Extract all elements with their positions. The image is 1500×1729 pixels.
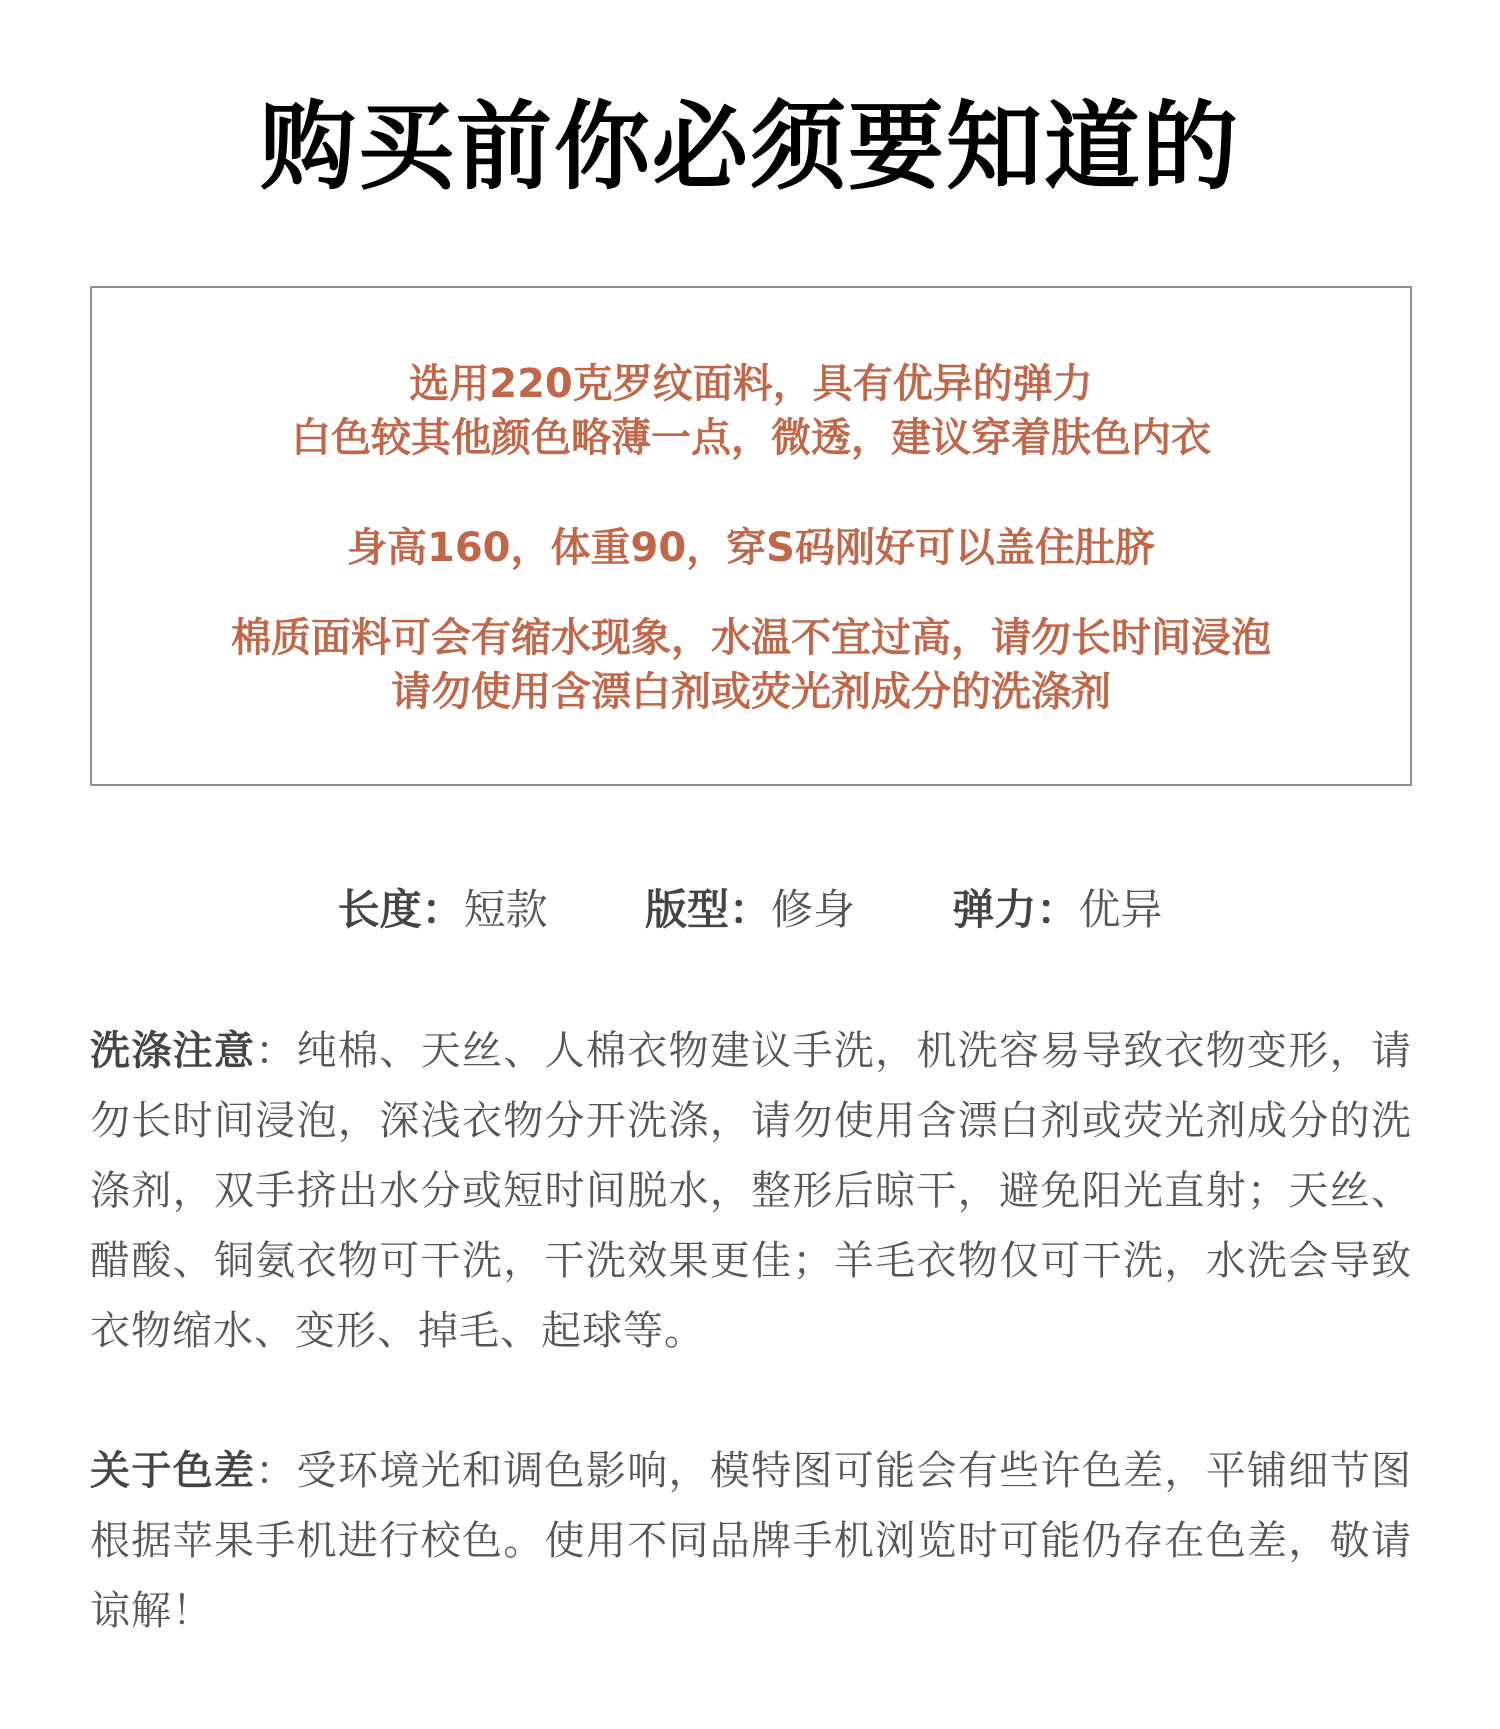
- color-diff-text: 受环境光和调色影响，模特图可能会有些许色差，平铺细节图根据苹果手机进行校色。使用不同品牌手机浏览时可能仍存在色差，敬请谅解！: [90, 1448, 1413, 1634]
- spec-value: 修身: [771, 885, 856, 934]
- spec-value: 短款: [463, 885, 548, 934]
- notice-line: 棉质面料可会有缩水现象，水温不宜过高，请勿长时间浸泡: [231, 615, 1271, 661]
- spec-key: 弹力: [952, 885, 1037, 934]
- spec-elasticity: [952, 880, 1162, 940]
- color-difference-notes: [90, 1436, 1412, 1646]
- color-diff-separator: ：: [255, 1448, 297, 1494]
- spec-key: 版型: [644, 885, 729, 934]
- spec-separator: ：: [728, 885, 771, 934]
- spec-separator: ：: [1036, 885, 1079, 934]
- spec-key: 长度: [337, 885, 422, 934]
- notice-line: 身高160，体重90，穿S码刚好可以盖住肚脐: [347, 525, 1155, 571]
- washing-text: 纯棉、天丝、人棉衣物建议手洗，机洗容易导致衣物变形，请勿长时间浸泡，深浅衣物分开洗涤，请勿使用含漂白剂或荧光剂成分的洗涤剂，双手挤出水分或短时间脱水，整形后晾干，避免阳光直射；天丝、醋酸、铜氨衣物可干洗，干洗效果更佳；羊毛衣物仅可干洗，水洗会导致衣物缩水、变形、掉毛、起球等。: [90, 1028, 1413, 1354]
- color-diff-label: 关于色差: [90, 1448, 256, 1494]
- notice-line: 请勿使用含漂白剂或荧光剂成分的洗涤剂: [391, 669, 1111, 715]
- spec-fit: [645, 880, 855, 940]
- spec-value: 优异: [1078, 885, 1163, 934]
- washing-notes: [90, 1016, 1412, 1366]
- washing-separator: ：: [255, 1028, 297, 1074]
- spec-row: [0, 880, 1500, 940]
- spec-separator: ：: [421, 885, 464, 934]
- washing-label: 洗涤注意: [90, 1028, 256, 1074]
- page-title: 购买前你必须要知道的: [260, 91, 1240, 203]
- spec-length: [338, 880, 548, 940]
- notice-line: 白色较其他颜色略薄一点，微透，建议穿着肤色内衣: [291, 415, 1211, 461]
- notice-box: [90, 286, 1412, 786]
- notice-line: 选用220克罗纹面料，具有优异的弹力: [409, 361, 1093, 407]
